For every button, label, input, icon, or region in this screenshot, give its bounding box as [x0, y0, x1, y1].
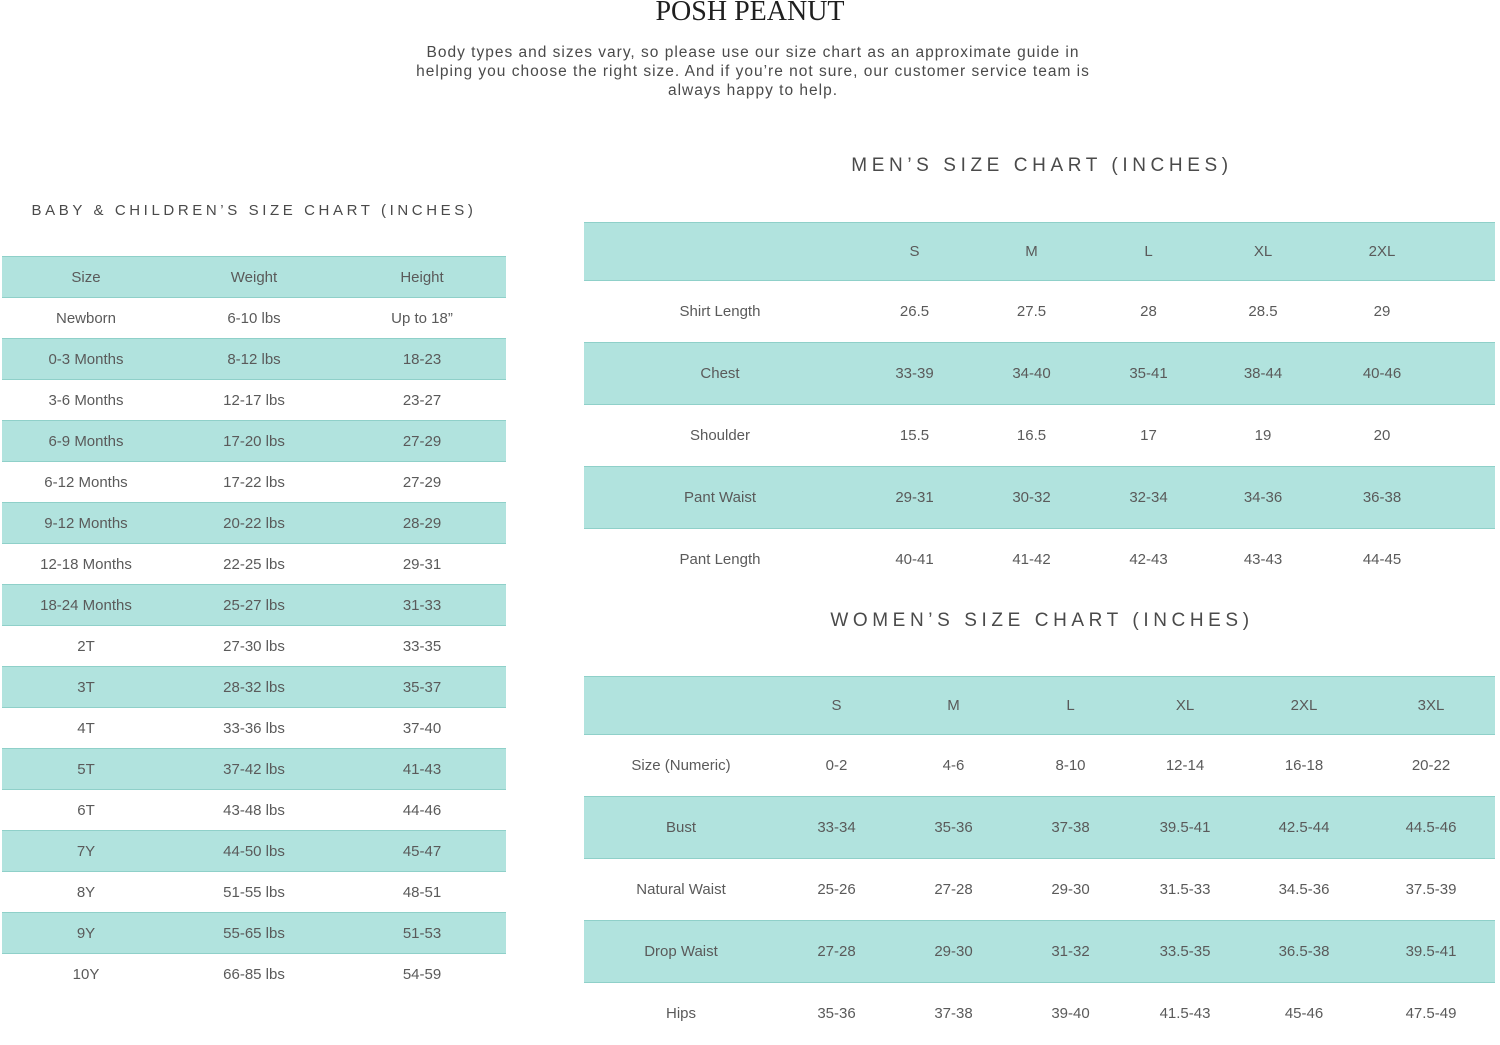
row-label: Drop Waist	[584, 921, 778, 983]
table-row	[584, 467, 1495, 529]
table-cell: 33-39	[856, 343, 973, 405]
table-cell: 20-22	[1411, 757, 1451, 774]
row-label: Pant Waist	[584, 467, 856, 529]
table-row	[2, 585, 506, 626]
table-cell: 27-29	[402, 473, 442, 491]
row-label: 9-12 Months	[2, 503, 170, 544]
table-cell: 54-59	[402, 965, 442, 983]
table-cell: 45-46	[1284, 1005, 1324, 1023]
table-cell: 0-2	[825, 757, 848, 774]
table-cell: 33-35	[402, 637, 442, 655]
cell-spacer	[1445, 529, 1495, 591]
table-cell: 43-48 lbs	[223, 801, 285, 819]
table-cell: 41-43	[338, 749, 506, 790]
table-cell: 27.5	[1016, 303, 1047, 320]
table-cell: 34.5-36	[1278, 881, 1330, 898]
table-row	[584, 735, 1495, 797]
table-cell: 27-28	[934, 881, 973, 898]
baby-size-table	[2, 256, 506, 995]
row-label: 3-6 Months	[48, 391, 124, 409]
table-cell: 28	[1140, 303, 1157, 320]
table-row	[584, 859, 1495, 921]
column-header: 3XL	[1367, 677, 1495, 735]
table-row	[584, 405, 1495, 467]
table-cell: 41.5-43	[1159, 1005, 1211, 1023]
cell-spacer	[1445, 467, 1495, 529]
table-cell: 29-31	[856, 467, 973, 529]
table-cell: 25-26	[817, 881, 856, 898]
table-cell: 48-51	[402, 883, 442, 901]
column-header: Size	[2, 257, 170, 298]
women-chart-heading: WOMEN’S SIZE CHART (INCHES)	[830, 610, 1254, 631]
table-row	[584, 529, 1495, 591]
table-cell: 51-55 lbs	[223, 883, 285, 901]
table-row	[2, 503, 506, 544]
table-row	[2, 298, 506, 339]
header-spacer	[1445, 223, 1495, 281]
table-cell: 33-36 lbs	[223, 719, 285, 737]
table-cell: 4-6	[942, 757, 965, 774]
row-label: 18-24 Months	[2, 585, 170, 626]
table-cell: 16.5	[1016, 427, 1047, 444]
table-cell: 31.5-33	[1159, 881, 1211, 898]
table-cell: 43-43	[1243, 551, 1283, 569]
table-cell: 32-34	[1090, 467, 1207, 529]
table-row	[2, 462, 506, 503]
table-cell: 35-36	[817, 1005, 856, 1023]
table-row	[2, 790, 506, 831]
table-cell: 40-41	[895, 551, 934, 569]
table-cell: 23-27	[402, 391, 442, 409]
table-cell: 34-40	[973, 343, 1090, 405]
table-row	[2, 626, 506, 667]
table-cell: 27-28	[778, 921, 895, 983]
table-cell: 34-36	[1207, 467, 1319, 529]
table-cell: 26.5	[899, 303, 930, 320]
women-size-table	[584, 676, 1495, 1045]
column-header: L	[1090, 223, 1207, 281]
row-label: 7Y	[2, 831, 170, 872]
column-header: S	[856, 223, 973, 281]
table-cell: 28-29	[338, 503, 506, 544]
table-cell: 17-22 lbs	[223, 473, 285, 491]
table-row	[2, 872, 506, 913]
column-header: M	[973, 223, 1090, 281]
table-row	[584, 343, 1495, 405]
intro-text: Body types and sizes vary, so please use our size chart as an approximate guide in helping you choose the right size. And if you’re not sure, our customer service team is always happy to help.	[416, 44, 1090, 99]
table-cell: 17-20 lbs	[170, 421, 338, 462]
table-row	[2, 749, 506, 790]
table-row	[2, 380, 506, 421]
table-cell: 36-38	[1319, 467, 1445, 529]
table-row	[2, 421, 506, 462]
table-row	[584, 281, 1495, 343]
row-label: 2T	[77, 637, 95, 655]
column-header: Weight	[170, 257, 338, 298]
cell-spacer	[1445, 281, 1495, 343]
table-cell: 27-29	[338, 421, 506, 462]
table-row	[2, 708, 506, 749]
row-label: 6-12 Months	[44, 473, 128, 491]
table-cell: 31-32	[1012, 921, 1129, 983]
table-cell: 55-65 lbs	[170, 913, 338, 954]
row-label: Shoulder	[689, 427, 751, 444]
table-header-row	[584, 223, 1495, 281]
row-label: 0-3 Months	[2, 339, 170, 380]
table-header-row	[584, 677, 1495, 735]
table-cell: 37.5-39	[1405, 881, 1457, 898]
table-cell: 37-40	[402, 719, 442, 737]
table-row	[2, 339, 506, 380]
row-label: Natural Waist	[636, 881, 726, 898]
table-row	[2, 544, 506, 585]
table-cell: 42-43	[1129, 551, 1168, 569]
table-cell: 27-30 lbs	[223, 637, 285, 655]
table-cell: 40-46	[1319, 343, 1445, 405]
row-label: Chest	[584, 343, 856, 405]
column-header: L	[1012, 677, 1129, 735]
table-cell: 33.5-35	[1129, 921, 1241, 983]
table-cell: 18-23	[338, 339, 506, 380]
table-row	[2, 831, 506, 872]
table-row	[584, 921, 1495, 983]
column-header: Height	[338, 257, 506, 298]
table-cell: 28.5	[1248, 303, 1278, 320]
table-cell: 20-22 lbs	[170, 503, 338, 544]
table-cell: 22-25 lbs	[223, 555, 285, 573]
row-label: 6-9 Months	[2, 421, 170, 462]
column-header: S	[778, 677, 895, 735]
table-cell: 37-38	[934, 1005, 973, 1023]
table-cell: 35-41	[1090, 343, 1207, 405]
table-cell: 19	[1254, 427, 1272, 444]
table-cell: 33-34	[778, 797, 895, 859]
table-row	[584, 983, 1495, 1045]
table-cell: 29	[1373, 303, 1391, 320]
column-header: XL	[1129, 677, 1241, 735]
column-header	[584, 677, 778, 735]
table-cell: 44-46	[402, 801, 442, 819]
row-label: 6T	[77, 801, 95, 819]
table-row	[2, 954, 506, 995]
table-cell: 51-53	[338, 913, 506, 954]
table-cell: 45-47	[338, 831, 506, 872]
table-cell: 25-27 lbs	[170, 585, 338, 626]
table-cell: 8-12 lbs	[170, 339, 338, 380]
table-cell: 42.5-44	[1241, 797, 1367, 859]
table-cell: 39.5-41	[1367, 921, 1495, 983]
cell-spacer	[1445, 405, 1495, 467]
table-cell: 12-17 lbs	[223, 391, 285, 409]
table-row	[2, 913, 506, 954]
row-label: Hips	[665, 1005, 696, 1023]
baby-chart-heading: BABY & CHILDREN’S SIZE CHART (INCHES)	[31, 202, 477, 219]
table-cell: 15.5	[899, 427, 930, 444]
row-label: Newborn	[55, 309, 117, 327]
table-cell: 8-10	[1055, 757, 1086, 774]
table-cell: 37-42 lbs	[170, 749, 338, 790]
table-cell: 37-38	[1012, 797, 1129, 859]
table-cell: 39.5-41	[1129, 797, 1241, 859]
table-cell: 28-32 lbs	[170, 667, 338, 708]
column-header	[584, 223, 856, 281]
table-cell: 6-10 lbs	[227, 309, 281, 327]
table-cell: 47.5-49	[1405, 1005, 1457, 1023]
brand-title: POSH PEANUT	[655, 0, 845, 27]
table-cell: 16-18	[1284, 757, 1324, 774]
row-label: Bust	[584, 797, 778, 859]
row-label: 5T	[2, 749, 170, 790]
column-header: 2XL	[1319, 223, 1445, 281]
table-header-row	[2, 257, 506, 298]
table-cell: Up to 18”	[391, 309, 453, 327]
table-cell: 20	[1373, 427, 1391, 444]
table-cell: 66-85 lbs	[223, 965, 285, 983]
table-cell: 41-42	[1012, 551, 1051, 569]
table-cell: 29-30	[1051, 881, 1090, 898]
row-label: 4T	[77, 719, 95, 737]
row-label: Shirt Length	[679, 303, 761, 320]
row-label: 3T	[2, 667, 170, 708]
table-cell: 31-33	[338, 585, 506, 626]
table-row	[584, 797, 1495, 859]
table-cell: 29-30	[895, 921, 1012, 983]
column-header: XL	[1207, 223, 1319, 281]
men-chart-heading: MEN’S SIZE CHART (INCHES)	[851, 155, 1233, 176]
table-cell: 12-14	[1165, 757, 1205, 774]
men-size-table	[584, 222, 1495, 591]
row-label: 8Y	[76, 883, 96, 901]
table-cell: 44-50 lbs	[170, 831, 338, 872]
table-cell: 38-44	[1207, 343, 1319, 405]
table-cell: 35-37	[338, 667, 506, 708]
table-cell: 17	[1140, 427, 1157, 444]
table-row	[2, 667, 506, 708]
table-cell: 39-40	[1051, 1005, 1090, 1023]
column-header: 2XL	[1241, 677, 1367, 735]
table-cell: 36.5-38	[1241, 921, 1367, 983]
row-label: 12-18 Months	[40, 555, 132, 573]
row-label: Pant Length	[679, 551, 761, 569]
row-label: Size (Numeric)	[631, 757, 731, 774]
cell-spacer	[1445, 343, 1495, 405]
table-cell: 30-32	[973, 467, 1090, 529]
table-cell: 35-36	[895, 797, 1012, 859]
table-cell: 44.5-46	[1367, 797, 1495, 859]
row-label: 10Y	[72, 965, 100, 983]
column-header: M	[895, 677, 1012, 735]
row-label: 9Y	[2, 913, 170, 954]
table-cell: 44-45	[1362, 551, 1402, 569]
table-cell: 29-31	[402, 555, 442, 573]
